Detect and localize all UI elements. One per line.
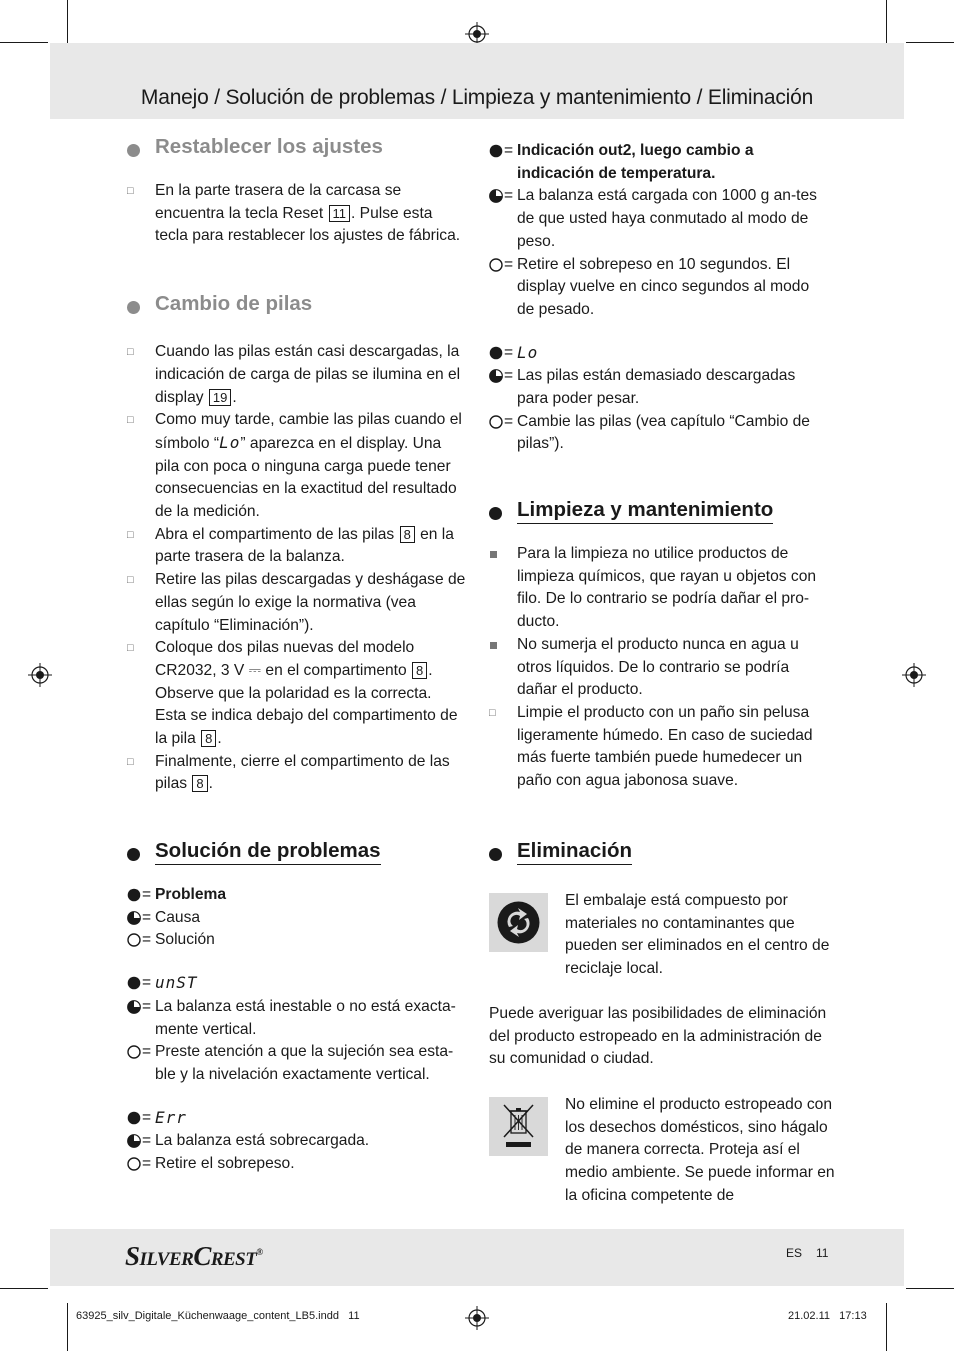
crop-mark bbox=[0, 1288, 48, 1289]
brand-logo: SilverCrest® bbox=[125, 1241, 263, 1271]
list-item: □ Finalmente, cierre el compartimento de las pilas 8 . bbox=[127, 752, 450, 793]
disposal-heading: Eliminación bbox=[517, 840, 632, 865]
footer-page-number: 11 bbox=[816, 1246, 829, 1260]
cause-half-circle-icon bbox=[127, 1000, 141, 1014]
section-cleaning bbox=[489, 499, 829, 529]
slug-file-info: 63925_silv_Digitale_Küchenwaage_content_LB5.indd 11 bbox=[76, 1310, 360, 1322]
cause-half-circle-icon bbox=[127, 911, 141, 925]
list-item: Para la limpieza no utilice productos de limpieza químicos, que rayan u objetos con filo. De lo contrario se podría dañar el pro-ducto. bbox=[489, 543, 829, 634]
problem-filled-circle-icon bbox=[127, 1111, 141, 1125]
problem-err: = Err bbox=[127, 1107, 467, 1131]
problem-out2: = Indicación out2, luego cambio a indicación de temperatura. bbox=[489, 140, 829, 185]
list-item: □ Coloque dos pilas nuevas del modelo CR2032, 3 V ⎓ en el compartimento 8 . Observe que la polaridad es la correcta. Esta se indica debajo del compartimento de la pila 8 . bbox=[127, 639, 458, 748]
section-troubleshooting bbox=[127, 840, 467, 870]
section-reset bbox=[127, 136, 467, 166]
page-title: Manejo / Solución de problemas / Limpieza y mantenimiento / Eliminación bbox=[140, 86, 814, 109]
bullet-dot-icon bbox=[489, 848, 502, 861]
lcd-symbol: Lo bbox=[219, 432, 241, 452]
list-item: □ Abra el compartimento de las pilas 8 en la parte trasera de la balanza. bbox=[127, 525, 454, 566]
list-item: □ En la parte trasera de la carcasa se encuentra la tecla Reset 11 . Pulse esta tecla para restablecer los ajustes de fábrica. bbox=[127, 182, 461, 245]
bullet-dot-icon bbox=[489, 507, 502, 520]
list-item: □ Como muy tarde, cambie las pilas cuando el símbolo “Lo” aparezca en el display. Una pila con poca o ninguna carga puede tener consecuencias en la exactitud del resultado de la medición. bbox=[127, 411, 462, 521]
problem-filled-circle-icon bbox=[489, 346, 503, 360]
checkbox-bullet-icon: □ bbox=[127, 346, 134, 359]
crop-mark bbox=[67, 0, 68, 48]
checkbox-bullet-icon: □ bbox=[127, 185, 134, 197]
checkbox-bullet-icon: □ bbox=[127, 528, 134, 541]
right-column bbox=[489, 140, 829, 456]
dc-symbol-icon: ⎓ bbox=[248, 661, 262, 679]
solution-empty-circle-icon bbox=[127, 1045, 141, 1059]
solution-out2: = Retire el sobrepeso en 10 segundos. El display vuelve en cinco segundos al modo de pesado. bbox=[489, 254, 829, 322]
cleaning-section bbox=[489, 499, 829, 793]
solution-empty-circle-icon bbox=[489, 415, 503, 429]
solution-empty-circle-icon bbox=[127, 933, 141, 947]
section-batteries bbox=[127, 293, 467, 323]
solution-empty-circle-icon bbox=[489, 258, 503, 272]
crop-mark bbox=[886, 0, 887, 48]
solution-err: = Retire el sobrepeso. bbox=[127, 1153, 467, 1176]
slug-date-info: 21.02.11 17:13 bbox=[788, 1310, 867, 1322]
part-reference: 11 bbox=[329, 205, 351, 222]
square-bullet-icon bbox=[490, 642, 497, 649]
part-reference: 8 bbox=[412, 662, 427, 679]
crossed-bin-weee-icon bbox=[489, 1097, 548, 1156]
disposal-para2: Puede averiguar las posibilidades de eliminación del producto estropeado en la administración de su comunidad o ciudad. bbox=[489, 1005, 827, 1068]
legend-solution: = Solución bbox=[127, 929, 467, 952]
registration-mark-icon bbox=[465, 1306, 489, 1330]
troubleshooting-section bbox=[127, 840, 467, 1176]
bullet-dot-icon bbox=[127, 144, 140, 157]
square-bullet-icon bbox=[490, 551, 497, 558]
list-item: No sumerja el producto nunca en agua u otros líquidos. De lo contrario se podría dañar el producto. bbox=[489, 634, 829, 702]
disposal-para1: El embalaje está compuesto por materiales no contaminantes que pueden ser eliminados en el centro de reciclaje local. bbox=[565, 892, 830, 978]
disposal-section bbox=[489, 840, 829, 884]
green-dot-recycling-icon bbox=[489, 893, 548, 952]
part-reference: 8 bbox=[201, 730, 216, 747]
legend-problem: = Problema bbox=[127, 884, 467, 907]
checkbox-bullet-icon: □ bbox=[127, 642, 134, 655]
crop-mark bbox=[67, 1303, 68, 1351]
problem-filled-circle-icon bbox=[489, 144, 503, 158]
cause-half-circle-icon bbox=[489, 189, 503, 203]
disposal-para3: No elimine el producto estropeado con los desechos domésticos, sino hágalo de manera correcta. Proteja así el medio ambiente. Se puede informar en la oficina competente de bbox=[565, 1096, 835, 1204]
footer-language: ES bbox=[786, 1246, 803, 1260]
cause-half-circle-icon bbox=[127, 1134, 141, 1148]
solution-empty-circle-icon bbox=[127, 1157, 141, 1171]
checkbox-bullet-icon: □ bbox=[489, 706, 496, 719]
crop-mark bbox=[906, 1288, 954, 1289]
troubleshooting-heading: Solución de problemas bbox=[155, 840, 381, 865]
cause-unst: = La balanza está inestable o no está exacta-mente vertical. bbox=[127, 996, 467, 1041]
problem-unst: = unST bbox=[127, 972, 467, 996]
bullet-dot-icon bbox=[127, 848, 140, 861]
list-item: □ Limpie el producto con un paño sin pelusa ligeramente húmedo. En caso de suciedad más fuerte también puede humedecer un paño con agua jabonosa suave. bbox=[489, 703, 813, 790]
cleaning-heading: Limpieza y mantenimiento bbox=[517, 499, 773, 524]
checkbox-bullet-icon: □ bbox=[127, 414, 134, 427]
list-item: □ Cuando las pilas están casi descargadas, la indicación de carga de pilas se ilumina en el display 19 . bbox=[127, 343, 461, 406]
part-reference: 19 bbox=[209, 389, 231, 406]
registration-mark-icon bbox=[28, 663, 52, 687]
crop-mark bbox=[0, 42, 48, 43]
checkbox-bullet-icon: □ bbox=[127, 574, 134, 587]
crop-mark bbox=[906, 42, 954, 43]
checkbox-bullet-icon: □ bbox=[127, 755, 134, 768]
problem-filled-circle-icon bbox=[127, 888, 141, 902]
cause-half-circle-icon bbox=[489, 369, 503, 383]
list-item: □ Retire las pilas descargadas y deshágase de ellas según lo exige la normativa (vea capítulo “Eliminación”). bbox=[127, 571, 466, 634]
cause-out2: = La balanza está cargada con 1000 g an-tes de que usted haya conmutado al modo de peso. bbox=[489, 185, 829, 253]
problem-lo: = Lo bbox=[489, 342, 829, 366]
bullet-dot-icon bbox=[127, 301, 140, 314]
solution-lo: = Cambie las pilas (vea capítulo “Cambio de pilas”). bbox=[489, 411, 829, 456]
part-reference: 8 bbox=[400, 526, 415, 543]
registration-mark-icon bbox=[902, 663, 926, 687]
left-column bbox=[127, 136, 467, 796]
legend-cause: = Causa bbox=[127, 907, 467, 930]
part-reference: 8 bbox=[192, 775, 207, 792]
cause-err: = La balanza está sobrecargada. bbox=[127, 1130, 467, 1153]
crop-mark bbox=[886, 1303, 887, 1351]
reset-heading: Restablecer los ajustes bbox=[155, 135, 383, 158]
batteries-heading: Cambio de pilas bbox=[155, 292, 313, 316]
solution-unst: = Preste atención a que la sujeción sea esta-ble y la nivelación exactamente vertical. bbox=[127, 1041, 467, 1086]
problem-filled-circle-icon bbox=[127, 976, 141, 990]
section-disposal bbox=[489, 840, 829, 870]
cause-lo: = Las pilas están demasiado descargadas para poder pesar. bbox=[489, 365, 829, 410]
